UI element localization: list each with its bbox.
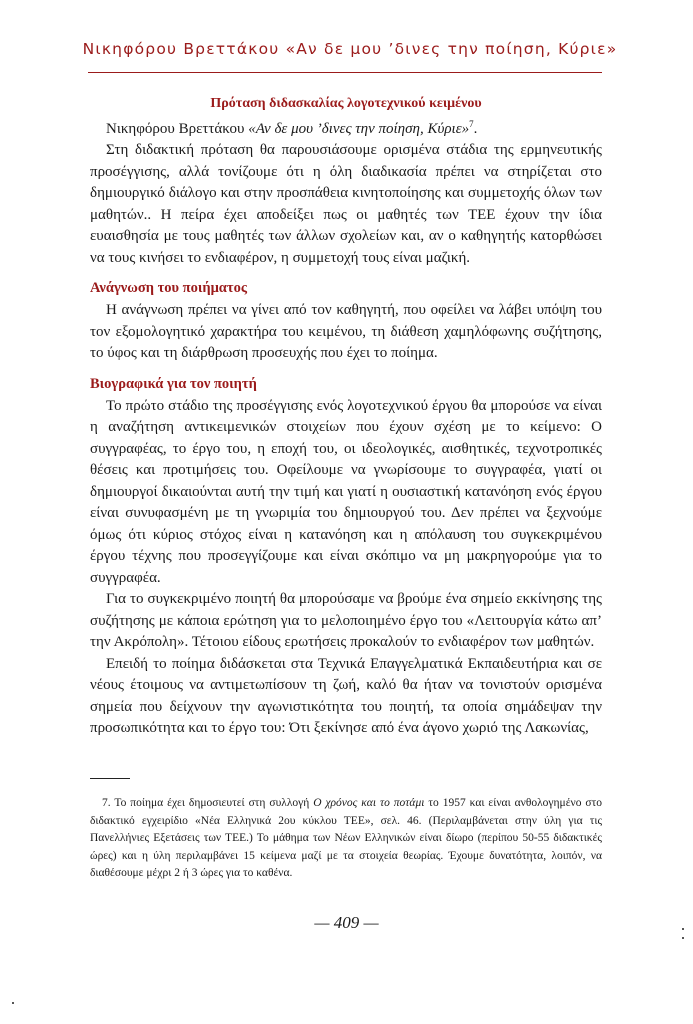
subheading-biography: Βιογραφικά για τον ποιητή [90, 375, 257, 392]
paragraph: Επειδή το ποίημα διδάσκεται στα Τεχνικά Επαγγελματικά Εκπαιδευτήρια και σε νέους έτοιμους να αντιμετωπίσουν τη ζωή, καλό θα ήταν να τονιστούν ορισμένα σημεία που δείχνουν την αγωνιστικότητα του ποιητή, τα οποία σημάδεψαν την προσωπικότητα και το έργο του: Ότι ξεκίνησε από ένα άγονο χωριό της Λακωνίας, [90, 655, 602, 736]
subheading-reading: Ανάγνωση του ποιήματος [90, 280, 247, 296]
footnote-7 [90, 795, 602, 883]
lead-end: . [473, 121, 478, 137]
footnote-rule [90, 778, 130, 779]
scan-mark [12, 1002, 14, 1004]
lead-poem-title: «Αν δε μου ’δινες την ποίηση, Κύριε» [248, 121, 470, 137]
footnote-work-title: Ο χρόνος και το ποτάμι [313, 797, 425, 809]
running-head: Νικηφόρου Βρεττάκου «Αν δε μου ’δινες την ποίηση, Κύριε» [82, 40, 618, 58]
paragraph: Το πρώτο στάδιο της προσέγγισης ενός λογοτεχνικού έργου θα μπορούσε να είναι η αναζήτηση αντικειμενικών στοιχείων που έχουν σχέση με το κείμενο: Ο συγγραφέας, το έργο του, η εποχή του, οι ιδεολογικές, αισθητικές, τεχνοτροπικές θέσεις και προτιμήσεις του. Οφείλουμε να γνωρίσουμε το συγγραφέα, γιατί οι δημιουργοί δικαιούνται αυτή την τιμή και γιατί η ουσιαστική κατανόηση ενός έργου είναι συνυφασμένη με τη γνωριμία του δημιουργού του. Δεν πρέπει να ξεχνούμε όμως ότι κύριος στόχος είναι η κατανόηση και η απόλαυση του συγκεκριμένου έργου τέχνης που προσεγγίζουμε και είναι σκόπιμο να μη μακρηγορούμε για το συγγραφέα. [90, 397, 602, 586]
paragraph: Για το συγκεκριμένο ποιητή θα μπορούσαμε να βρούμε ένα σημείο εκκίνησης της συζήτησης με κάποια ερώτηση για το μελοποιημένο έργο του «Λειτουργία κάτω απ’ την Ακρόπολη». Τέτοιου είδους ερωτήσεις προκαλούν το ενδιαφέρον των μαθητών. [90, 591, 602, 650]
footnote-text-start: 7. Το ποίημα έχει δημοσιευτεί στη συλλογή [102, 797, 314, 809]
header-rule [88, 72, 602, 73]
section-title: Πρόταση διδασκαλίας λογοτεχνικού κειμένου [210, 96, 482, 111]
scan-mark [682, 937, 684, 939]
footnote-ref[interactable]: 7 [469, 119, 474, 129]
paragraph: Η ανάγνωση πρέπει να γίνει από τον καθηγητή, που οφείλει να λάβει υπόψη του τον εξομολογητικό χαρακτήρα του κειμένου, τη διάθεση χαμηλόφωνης συζήτησης, το ύφος και τη διάρθρωση προσευχής που έχει το ποίημα. [90, 302, 602, 361]
lead-line [90, 114, 602, 140]
footnote-text-end: το 1957 και είναι ανθολογημένο στο διδακτικό εγχειρίδιο «Νέα Ελληνικά 2ου κύκλου ΤΕΕ», σελ. 46. (Περιλαμβάνεται στην ύλη για τις Πανελλήνιες Εξετάσεις των ΤΕΕ.) Το μάθημα των Νέων Ελληνικών είναι δίωρο (περίπου 50-55 διδακτικές ώρες) και η ύλη περιλαμβάνει 15 κείμενα μαζί με τα στοιχεία θεωρίας. Έχουμε δυνατότητα, λοιπόν, να διαθέσουμε μέχρι 2 ή 3 ώρες για το καθένα. [90, 797, 602, 879]
page-number: — 409 — [314, 913, 379, 932]
lead-author: Νικηφόρου Βρεττάκου [106, 121, 249, 137]
main-content [90, 94, 602, 740]
intro-paragraph: Στη διδακτική πρόταση θα παρουσιάσουμε ορισμένα στάδια της ερμηνευτικής προσέγγισης, αλλά τονίζουμε ότι η όλη διαδικασία πρέπει να στηρίζεται στο δημιουργικό διάλογο και στην προσπάθεια κινητοποίησης και συμμετοχής όλων των μαθητών.. Η πείρα έχει αποδείξει πως οι μαθητές των ΤΕΕ έχουν την ίδια ευαισθησία με τους μαθητές των άλλων σχολείων και, αν ο καθηγητής κατορθώσει να τους κινήσει το ενδιαφέρον, η συμμετοχή τους είναι μαζική. [90, 142, 602, 266]
scan-mark [682, 928, 684, 930]
